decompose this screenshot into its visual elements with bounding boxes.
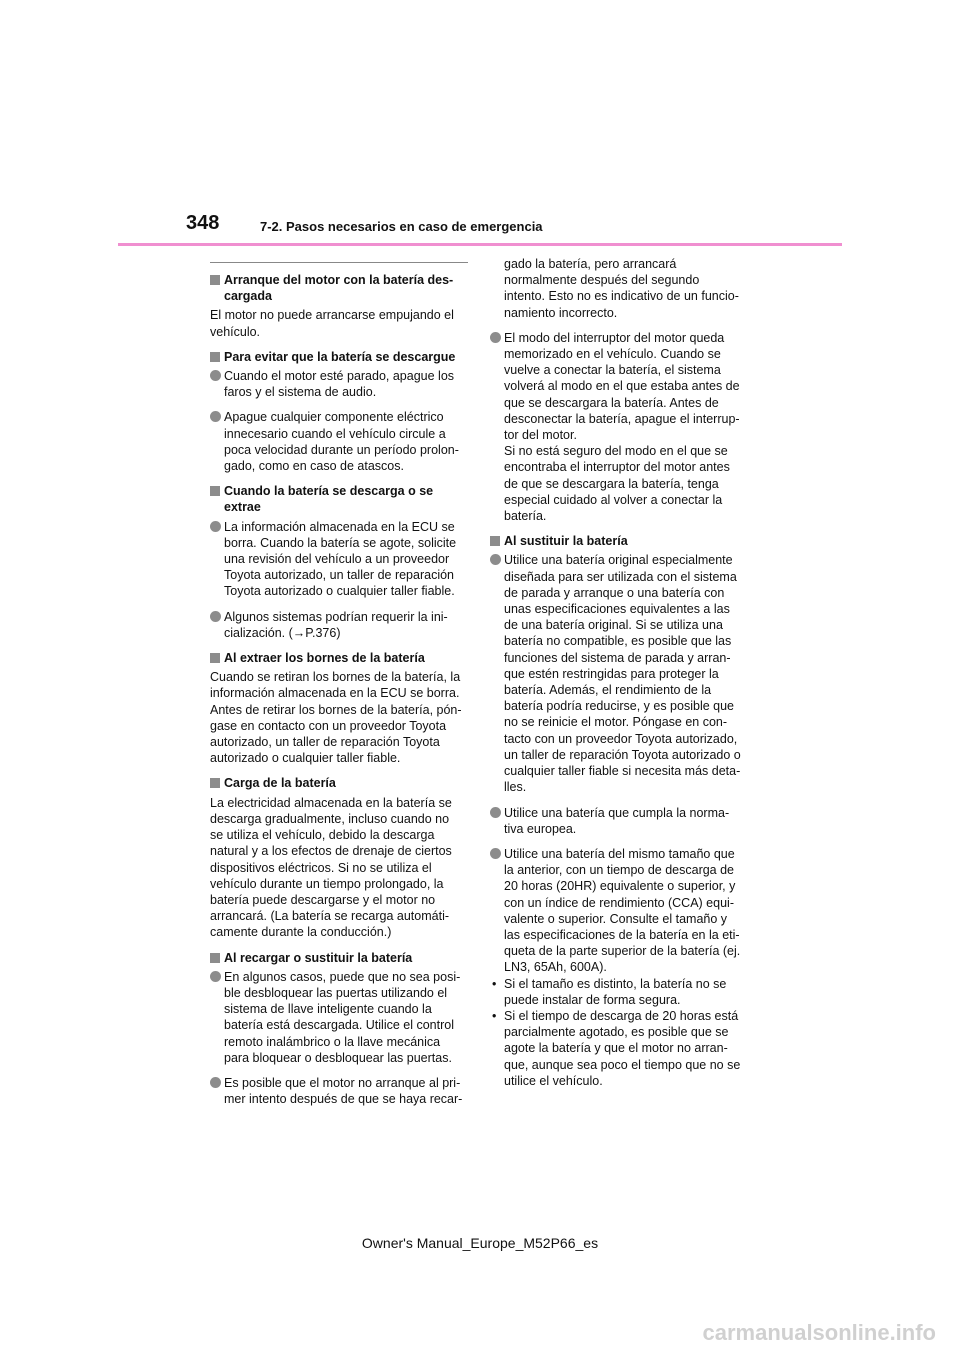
paragraph xyxy=(210,795,468,941)
circle-bullet-icon xyxy=(210,1077,221,1088)
text-line: camente durante la conducción.) xyxy=(210,925,392,940)
circle-bullet-icon xyxy=(210,521,221,532)
text-line: para bloquear o desbloquear las puertas. xyxy=(224,1050,452,1065)
text-line: Arranque del motor con la batería des- xyxy=(224,273,454,287)
heading-extraer-bornes xyxy=(210,650,468,666)
circle-bullet-icon xyxy=(490,807,501,818)
text-line: cualquier taller fiable si necesita más deta- xyxy=(504,764,741,779)
text-line: desconectar la batería, apague el interrup- xyxy=(504,411,740,426)
circle-bullet-icon xyxy=(210,611,221,622)
column-divider xyxy=(210,262,468,263)
text-line: información almacenada en la ECU se borra. xyxy=(210,686,460,701)
text-line: Algunos sistemas podrían requerir la ini- xyxy=(224,609,448,624)
text-line: queta de la parte superior de la batería (ej. xyxy=(504,944,741,959)
bullet-item xyxy=(210,609,468,641)
heading-sustituir-bateria xyxy=(490,533,752,549)
text-line: innecesario cuando el vehículo circule a xyxy=(224,426,446,441)
text-line: Si el tiempo de descarga de 20 horas está xyxy=(504,1008,739,1023)
heading-carga-bateria xyxy=(210,775,468,791)
text-line: arrancará. (La batería se recarga automáti- xyxy=(210,909,450,924)
text-line: Antes de retirar los bornes de la batería, pón- xyxy=(210,702,462,717)
text-line: Apague cualquier componente eléctrico xyxy=(224,410,444,425)
square-bullet-icon xyxy=(490,536,500,546)
text-line: Toyota autorizado, un taller de reparación xyxy=(224,568,455,583)
text-line: tacto con un proveedor Toyota autorizado, xyxy=(504,731,738,746)
right-column xyxy=(490,256,752,1089)
text-line: un taller de reparación Toyota autorizado o xyxy=(504,747,741,762)
text-line: El modo del interruptor del motor queda xyxy=(504,330,725,345)
watermark: carmanualsonline.info xyxy=(702,1320,936,1345)
text-line: utilice el vehículo. xyxy=(504,1073,603,1088)
bullet-item xyxy=(210,368,468,400)
text-line: diseñada para ser utilizada con el sistema xyxy=(504,569,737,584)
text-line: batería. Además, el rendimiento de la xyxy=(504,683,712,698)
paragraph xyxy=(210,669,468,766)
text-line: con un índice de rendimiento (CCA) equi- xyxy=(504,895,734,910)
text-line: namiento incorrecto. xyxy=(504,305,618,320)
text-line: vuelve a conectar la batería, el sistema xyxy=(504,363,721,378)
text-line: batería. xyxy=(504,509,547,524)
text-line: gase en contacto con un proveedor Toyota xyxy=(210,718,447,733)
text-line: Utilice una batería del mismo tamaño que xyxy=(504,846,735,861)
text-line: Al recargar o sustituir la batería xyxy=(224,950,413,965)
text-line: autorizado, un taller de reparación Toyota xyxy=(210,735,440,750)
text-line: normalmente después del segundo xyxy=(504,273,700,288)
text-line: dispositivos eléctricos. Si no se utiliza el xyxy=(210,860,432,875)
paragraph xyxy=(210,307,468,339)
text-line: agote la batería y que el motor no arran- xyxy=(504,1041,728,1056)
text-line: El motor no puede arrancarse empujando el xyxy=(210,308,454,323)
bullet-item xyxy=(490,805,752,837)
text-line: natural y a los efectos de drenaje de ciertos xyxy=(210,844,452,859)
text-line: encontraba el interruptor del motor antes xyxy=(504,460,730,475)
text-line: tiva europea. xyxy=(504,821,577,836)
sub-bullet-item xyxy=(490,976,752,1008)
text-line: Cuando la batería se descarga o se xyxy=(224,484,434,499)
header-rule xyxy=(118,243,842,246)
text-line: especial cuidado al volver a conectar la xyxy=(504,492,723,507)
footer-manual-id: Owner's Manual_Europe_M52P66_es xyxy=(361,1235,599,1251)
text-line: remoto inalámbrico o la llave mecánica xyxy=(224,1034,441,1049)
text-line: sistema de llave inteligente cuando la xyxy=(224,1002,432,1017)
section-header: 7-2. Pasos necesarios en caso de emergencia xyxy=(260,219,543,234)
text-line: que se descargara la batería. Antes de xyxy=(504,395,719,410)
text-line: de parada y arranque o una batería con xyxy=(504,585,725,600)
text-line: de que se descargara la batería, tenga xyxy=(504,476,719,491)
text-line: las especificaciones de la batería en la eti- xyxy=(504,927,740,942)
text-line: La información almacenada en la ECU se xyxy=(224,519,455,534)
text-line: descarga gradualmente, incluso cuando no xyxy=(210,811,450,826)
text-line: no se reinicie el motor. Póngase en con- xyxy=(504,715,728,730)
text-line: batería no compatible, es posible que las xyxy=(504,634,732,649)
text-line: que estén restringidas para proteger la xyxy=(504,666,719,681)
bullet-item xyxy=(210,969,468,1066)
circle-bullet-icon xyxy=(210,971,221,982)
text-line: Utilice una batería que cumpla la norma- xyxy=(504,805,730,820)
left-column xyxy=(210,262,468,1116)
text-line: funciones del sistema de parada y arran- xyxy=(504,650,731,665)
circle-bullet-icon xyxy=(210,411,221,422)
text-line: Cuando se retiran los bornes de la batería, la xyxy=(210,670,461,685)
text-line: 20 horas (20HR) equivalente o superior, y xyxy=(504,879,736,894)
text-line: Si el tamaño es distinto, la batería no se xyxy=(504,976,727,991)
circle-bullet-icon xyxy=(490,554,501,565)
square-bullet-icon xyxy=(210,486,220,496)
heading-evitar-descarga xyxy=(210,349,468,365)
text-line: faros y el sistema de audio. xyxy=(224,385,377,400)
text-line: parcialmente agotado, es posible que se xyxy=(504,1025,729,1040)
text-line: lles. xyxy=(504,780,527,795)
text-line: unas especificaciones equivalentes a las xyxy=(504,602,730,617)
bullet-continuation xyxy=(490,256,752,321)
text-line: Cuando el motor esté parado, apague los xyxy=(224,369,455,384)
text-line: volverá al modo en el que estaba antes de xyxy=(504,379,740,394)
circle-bullet-icon xyxy=(490,332,501,343)
bullet-item xyxy=(490,846,752,976)
bullet-item xyxy=(490,330,752,524)
text-line: valente o superior. Consulte el tamaño y xyxy=(504,911,728,926)
text-line: ble desbloquear las puertas utilizando el xyxy=(224,985,448,1000)
text-line: autorizado o cualquier taller fiable. xyxy=(210,751,401,766)
dot-bullet-icon: • xyxy=(492,1008,497,1023)
text-line: intento. Esto no es indicativo de un funcio- xyxy=(504,289,739,304)
text-line: batería podría reducirse, y es posible que xyxy=(504,699,734,714)
text-line: Si no está seguro del modo en el que se xyxy=(504,444,728,459)
text-line: tor del motor. xyxy=(504,428,577,443)
heading-bateria-descarga-extrae xyxy=(210,483,468,515)
circle-bullet-icon xyxy=(490,848,501,859)
text-line: extrae xyxy=(224,500,261,515)
text-line: mer intento después de que se haya recar- xyxy=(224,1092,463,1107)
text-line: Toyota autorizado o cualquier taller fiable. xyxy=(224,584,455,599)
heading-arranque-bateria-descargada xyxy=(210,272,468,304)
text-line: Al extraer los bornes de la batería xyxy=(224,651,425,666)
text-line: la anterior, con un tiempo de descarga de xyxy=(504,863,735,878)
text-line: En algunos casos, puede que no sea posi- xyxy=(224,969,461,984)
text-line: de una batería original. Si se utiliza una xyxy=(504,618,723,633)
text-line: La electricidad almacenada en la batería se xyxy=(210,795,452,810)
sub-bullet-item xyxy=(490,1008,752,1089)
text-line: vehículo. xyxy=(210,324,261,339)
text-line: memorizado en el vehículo. Cuando se xyxy=(504,347,721,362)
square-bullet-icon xyxy=(210,352,220,362)
bullet-item xyxy=(490,552,752,795)
text-line: Utilice una batería original especialmente xyxy=(504,553,733,568)
bullet-item xyxy=(210,1075,468,1107)
circle-bullet-icon xyxy=(210,370,221,381)
text-line: puede instalar de forma segura. xyxy=(504,992,681,1007)
text-line: gado, como en caso de atascos. xyxy=(224,459,404,474)
text-line: Es posible que el motor no arranque al pri- xyxy=(224,1075,461,1090)
text-line: se utiliza el vehículo, debido la descarga xyxy=(210,828,435,843)
heading-recargar-sustituir xyxy=(210,950,468,966)
bullet-item xyxy=(210,409,468,474)
square-bullet-icon xyxy=(210,275,220,285)
text-line: cialización. (→P.376) xyxy=(224,625,341,640)
text-line: una revisión del vehículo a un proveedor xyxy=(224,552,450,567)
page-number: 348 xyxy=(186,212,220,234)
text-line: cargada xyxy=(224,289,272,304)
text-line: borra. Cuando la batería se agote, solicite xyxy=(224,535,457,550)
bullet-item xyxy=(210,519,468,600)
dot-bullet-icon: • xyxy=(492,976,497,991)
square-bullet-icon xyxy=(210,778,220,788)
text-line: Para evitar que la batería se descargue xyxy=(224,349,456,364)
text-line: que, aunque sea poco el tiempo que no se xyxy=(504,1057,741,1072)
text-line: gado la batería, pero arrancará xyxy=(504,257,677,271)
square-bullet-icon xyxy=(210,653,220,663)
text-line: Al sustituir la batería xyxy=(504,534,628,549)
text-line: batería puede descargarse y el motor no xyxy=(210,892,436,907)
text-line: Carga de la batería xyxy=(224,776,336,791)
text-line: batería está descargada. Utilice el control xyxy=(224,1018,454,1033)
square-bullet-icon xyxy=(210,953,220,963)
text-line: vehículo durante un tiempo prolongado, la xyxy=(210,876,444,891)
text-line: LN3, 65Ah, 600A). xyxy=(504,960,607,975)
text-line: poca velocidad durante un período prolon- xyxy=(224,442,459,457)
